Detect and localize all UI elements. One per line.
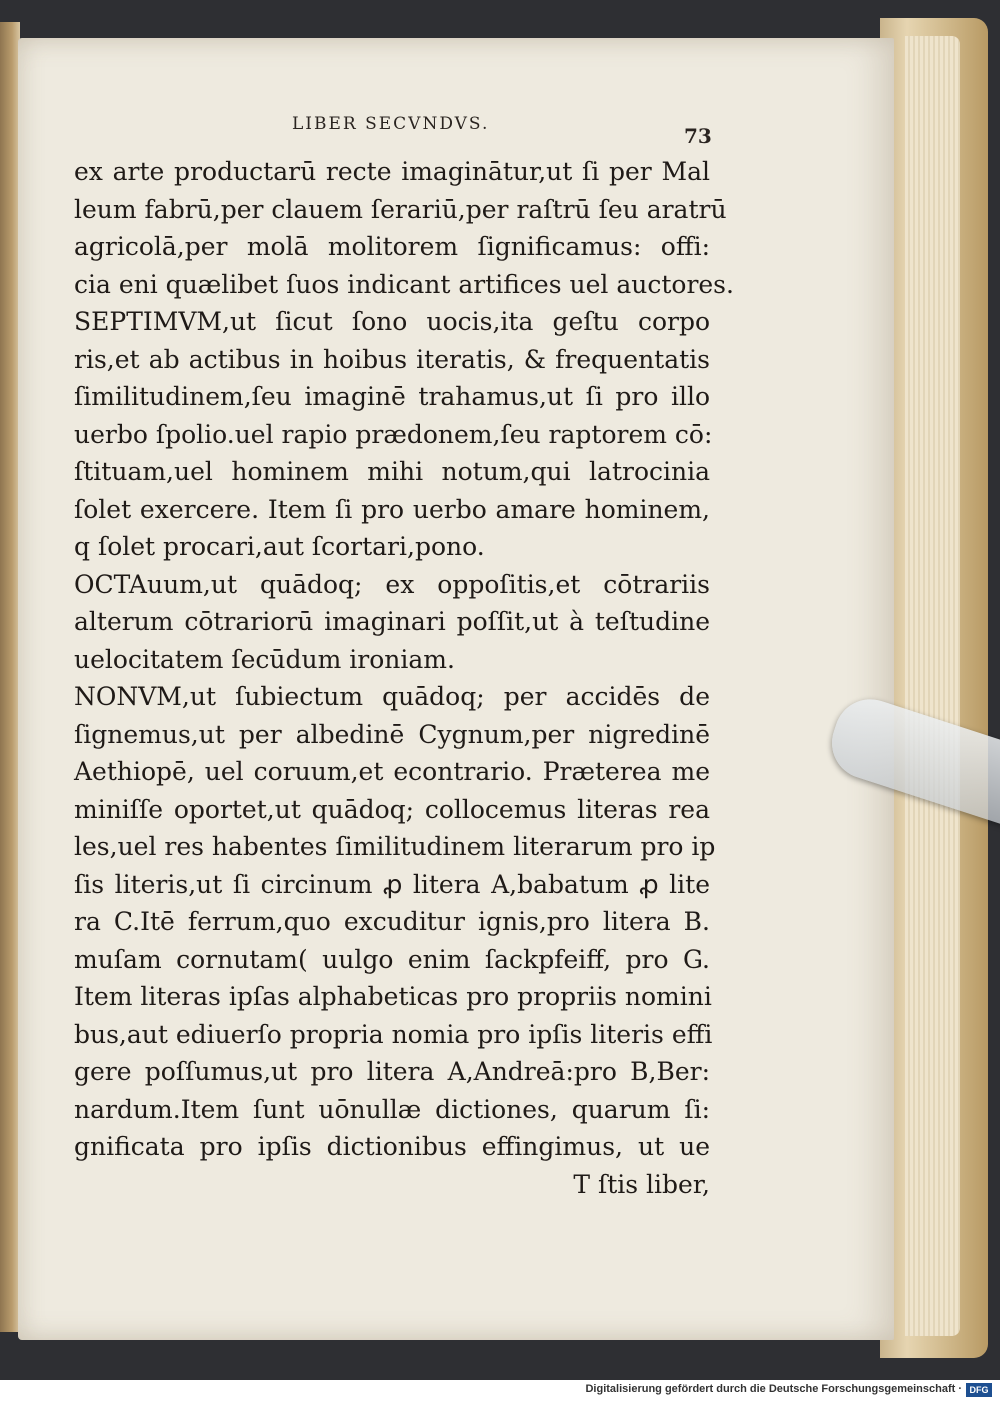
page-stack [905,36,960,1336]
text-line: gere poſſumus,ut pro litera A,Andreā:pro B,Ber: [74,1057,710,1086]
text-line: leum fabrū,per clauem ſerariū,per raſtrū ſeu aratrū [74,194,727,224]
text-line: ſignemus,ut per albedinē Cygnum,per nigredinē [74,719,710,749]
text-line: bus,aut ediuerſo propria nomia pro ipſis literis effi [74,1019,713,1049]
dfg-logo: DFG [966,1383,992,1397]
text-line: q ſolet procari,aut ſcortari,pono. [74,532,485,561]
text-line: ra C.Itē ferrum,quo excuditur ignis,pro litera B. [74,907,710,936]
text-line: OCTAuum,ut quādoq; ex oppoſitis,et cōtrariis [74,569,710,599]
text-block [74,153,734,1203]
footer-credit: Digitalisierung gefördert durch die Deutsche Forschungsgemeinschaft · [585,1383,962,1395]
text-line: miniſſe oportet,ut quādoq; collocemus literas rea [74,794,710,824]
page-number: 73 [684,124,712,148]
text-line: ris,et ab actibus in hoibus iteratis, & frequentatis [74,344,710,374]
text-line: ſtituam,uel hominem mihi notum,qui latrocinia [74,457,710,486]
book-spine-edge [0,22,20,1332]
footer-bar [0,1380,1000,1402]
text-line: NONVM,ut ſubiectum quādoq; per accidēs de [74,682,710,711]
text-line: uelocitatem ſecūdum ironiam. [74,644,455,674]
catchword-line: T ſtis liber, [573,1169,710,1199]
text-line: alterum cōtrariorū imaginari poſſit,ut à teſtudine [74,607,710,636]
text-line: gnificata pro ipſis dictionibus effingimus, ut ue [74,1132,710,1161]
text-line: ex arte productarū recte imaginātur,ut ſi per Mal [74,157,710,186]
text-line: SEPTIMVM,ut ſicut ſono uocis,ita geſtu corpo [74,307,710,336]
text-line: Item literas ipſas alphabeticas pro propriis nomini [74,982,712,1011]
text-line: ſis literis,ut ſi circinum ꝓ litera A,babatum ꝓ lite [74,869,710,899]
text-line: uerbo ſpolio.uel rapio prædonem,ſeu raptorem cō: [74,419,713,449]
running-head: LIBER SECVNDVS. [292,114,490,134]
text-line: cia eni quælibet ſuos indicant artifices uel auctores. [74,269,734,299]
text-line: nardum.Item ſunt uōnullæ dictiones, quarum ſi: [74,1094,710,1124]
text-line: les,uel res habentes ſimilitudinem literarum pro ip [74,832,716,861]
text-line: ſolet exercere. Item ſi pro uerbo amare hominem, [74,494,710,524]
text-line: agricolā,per molā molitorem ſignificamus: offi: [74,232,710,261]
text-line: ſimilitudinem,ſeu imaginē trahamus,ut ſi pro illo [74,382,710,411]
text-line: muſam cornutam( uulgo enim ſackpfeiff, pro G. [74,944,710,974]
text-line: Aethiopē, uel coruum,et econtrario. Præterea me [74,757,710,786]
